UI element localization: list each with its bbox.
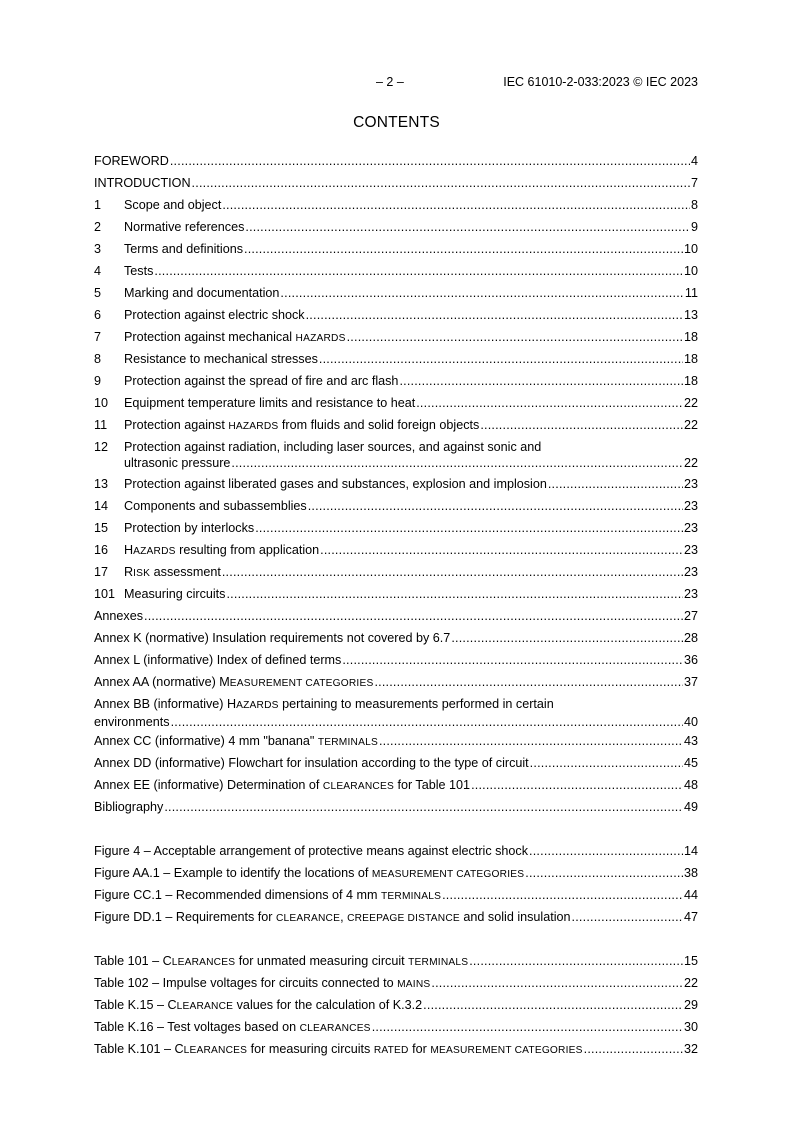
dot-leader [226,586,683,602]
page-number: 22 [683,396,698,410]
toc-entry-text [94,799,163,815]
entry-title-part: Annex BB (informative) H [94,697,237,711]
toc-entry[interactable] [94,476,698,492]
page-number: 18 [683,330,698,344]
page-number: 27 [683,609,698,623]
toc-entry-line [94,285,698,301]
toc-entry[interactable] [94,329,698,347]
section-number: 4 [94,264,102,278]
toc-entry-text [124,417,479,435]
toc-entry-first-line [94,696,698,714]
toc-entry-line [94,714,698,730]
dot-leader [320,542,683,558]
entry-title: Annex DD (informative) Flowchart for insulation according to the type of circuit [94,756,529,770]
toc-entry-line [94,175,698,191]
page-header [94,75,698,91]
toc-entry[interactable] [94,417,698,435]
defined-term: RATED [373,1045,409,1056]
entry-title-part: resulting from application [175,543,320,557]
toc-entry[interactable] [94,755,698,771]
page-number: 10 [683,264,698,278]
toc-entry-text [124,455,230,471]
entry-title: Components and subassemblies [124,499,307,513]
page-number: 44 [683,888,698,902]
page-number: 23 [683,587,698,601]
toc-entry-line [94,476,698,492]
toc-entry-line [94,542,698,560]
toc-entry-line [94,307,698,323]
page-number: 28 [683,631,698,645]
defined-term: TERMINALS [317,737,378,748]
page-number: 43 [683,734,698,748]
toc-entry[interactable] [94,219,698,235]
dot-leader [530,755,683,771]
toc-entry-line [94,153,698,169]
toc-entry-line [94,799,698,815]
defined-term: MAINS [397,979,431,990]
toc-entry[interactable] [94,175,698,191]
section-number: 101 [94,587,116,601]
toc-entry-text [124,285,279,301]
toc-entry-line [94,455,698,471]
entry-title: environments [94,715,170,729]
entry-title: Annex L (informative) Index of defined terms [94,653,342,667]
toc-entry[interactable] [94,887,698,905]
dot-leader [572,909,683,925]
toc-entry-text [94,975,430,993]
entry-title-part: Protection against [124,418,229,432]
dot-leader [245,219,690,235]
toc-entry[interactable] [94,498,698,514]
page-number: 49 [683,800,698,814]
defined-term: CREEPAGE DISTANCE [347,913,460,924]
defined-term: MEASUREMENT CATEGORIES [430,1045,583,1056]
entry-title-part: from fluids and solid foreign objects [278,418,480,432]
dot-leader [451,630,683,646]
toc-entry-text [124,498,307,514]
page-number: 10 [683,242,698,256]
toc-entry[interactable] [94,975,698,993]
entry-title-part: R [124,565,134,579]
defined-term: CLEARANCE [275,913,341,924]
toc-entry-line [94,608,698,624]
entry-title: Terms and definitions [124,242,244,256]
entry-title: Equipment temperature limits and resistance to heat [124,396,416,410]
toc-entry-line [94,630,698,646]
dot-leader [319,351,683,367]
dot-leader [154,263,683,279]
entry-title: Measuring circuits [124,587,226,601]
toc-entry-text [94,909,571,927]
entry-title-part: Table K.15 – C [94,998,177,1012]
entry-title: Bibliography [94,800,164,814]
page-number: 15 [683,954,698,968]
defined-term: TERMINALS [380,891,442,902]
entry-title: Protection against electric shock [124,308,305,322]
page-number-label: – 2 – [376,75,404,89]
entry-title: FOREWORD [94,154,169,168]
toc-entry[interactable] [94,439,698,471]
defined-term: MEASUREMENT CATEGORIES [371,869,525,880]
defined-term: EASUREMENT CATEGORIES [229,678,374,689]
page-number: 22 [683,976,698,990]
toc-entry-text [124,307,305,323]
entry-title-part: Annex AA (normative) M [94,675,230,689]
toc-entry[interactable] [94,799,698,815]
dot-leader [342,652,683,668]
entry-title-part: Table 101 – C [94,954,172,968]
toc-entry-line [94,351,698,367]
page-number: 47 [683,910,698,924]
toc-entry[interactable] [94,241,698,257]
toc-entry[interactable] [94,307,698,323]
defined-term: LEARANCES [183,1045,248,1056]
toc-entry-line [94,755,698,771]
page-number: 14 [683,844,698,858]
page-number: 23 [683,477,698,491]
entry-title-part: values for the calculation of K.3.2 [233,998,423,1012]
page-number: 40 [683,715,698,729]
section-number: 12 [94,440,109,454]
entry-title: Annex K (normative) Insulation requirements not covered by 6.7 [94,631,451,645]
page-number: 23 [683,565,698,579]
toc-entry-text [94,865,524,883]
page-number: 23 [683,499,698,513]
page-number: 23 [683,543,698,557]
toc-entry-text [94,953,468,971]
toc-entry-line [94,1019,698,1037]
toc-entry-text [124,395,415,411]
page-number: 38 [683,866,698,880]
toc-entry-line [94,498,698,514]
toc-entry[interactable] [94,1041,698,1059]
entry-title-part: Figure DD.1 – Requirements for [94,910,276,924]
toc-entry-text [94,887,441,905]
toc-entry-line [94,1041,698,1059]
entry-title-part: and solid insulation [459,910,571,924]
entry-title-part: for Table 101 [393,778,471,792]
defined-term: CLEARANCES [299,1023,371,1034]
toc-entry-line [94,909,698,927]
dot-leader [255,520,683,536]
contents-title: CONTENTS [353,114,440,131]
toc-entry-line [94,329,698,347]
section-number: 7 [94,330,102,344]
section-number: 10 [94,396,109,410]
toc-entry-first-line [94,439,698,455]
toc-entry[interactable] [94,542,698,560]
toc-entry-line [94,241,698,257]
toc-entry[interactable] [94,733,698,751]
section-number: 6 [94,308,102,322]
toc-entry-line [94,975,698,993]
toc-entry[interactable] [94,351,698,367]
page-number: 9 [690,220,698,234]
page-number: 36 [683,653,698,667]
toc-entry-line [94,417,698,435]
toc-entry[interactable] [94,777,698,795]
section-number: 3 [94,242,102,256]
toc-entry-line [94,887,698,905]
defined-term: LEARANCE [176,1001,234,1012]
defined-term: ISK [133,568,151,579]
toc-entry-text [124,564,221,582]
defined-term: HAZARDS [228,421,279,432]
page-number: 30 [683,1020,698,1034]
page-number: 32 [683,1042,698,1056]
dot-leader [471,777,683,793]
toc-entry[interactable] [94,909,698,927]
entry-title-part: , [340,910,348,924]
dot-leader [231,455,683,471]
toc-entry-line [94,843,698,859]
entry-title-part: Annex CC (informative) 4 mm "banana" [94,734,318,748]
section-number: 2 [94,220,102,234]
toc-entry-line [94,564,698,582]
toc-entry-text [94,175,191,191]
entry-title: Tests [124,264,154,278]
toc-entry[interactable] [94,153,698,169]
entry-title: Annexes [94,609,144,623]
toc-entry[interactable] [94,520,698,536]
entry-title-part: H [124,543,134,557]
toc-entry[interactable] [94,843,698,859]
toc-entry-text [94,777,470,795]
page-number: 22 [683,456,698,470]
toc-entry-line [94,652,698,668]
toc-entry-text [124,542,319,560]
toc-entry-text [94,1041,583,1059]
page-number: 7 [690,176,698,190]
page-number: 23 [683,521,698,535]
entry-title: Protection against liberated gases and substances, explosion and implosion [124,477,547,491]
section-number: 15 [94,521,109,535]
toc-entry[interactable] [94,696,698,730]
page-number: 18 [683,352,698,366]
dot-leader [306,307,683,323]
toc-entry-text [94,652,341,668]
toc-entry-text [124,263,153,279]
toc-entry[interactable] [94,586,698,602]
page-number: 4 [690,154,698,168]
dot-leader [584,1041,683,1057]
dot-leader [222,197,690,213]
toc-entry-line [94,373,698,389]
toc-entry-line [94,865,698,883]
section-number: 13 [94,477,109,491]
defined-term: LEARANCES [171,957,236,968]
dot-leader [379,733,683,749]
page-number: 11 [684,286,698,300]
toc-entry-text [94,997,422,1015]
toc-entry-text [94,1019,371,1037]
entry-title-part: Figure CC.1 – Recommended dimensions of 4 mm [94,888,381,902]
toc-entry-text [94,630,450,646]
toc-entry-line [94,520,698,536]
dot-leader [372,1019,683,1035]
section-number: 17 [94,565,109,579]
toc-entry-text [124,241,243,257]
entry-title: Protection by interlocks [124,521,255,535]
toc-entry-text [94,608,143,624]
entry-title-part: Protection against radiation, including laser sources, and against sonic and [124,440,542,454]
dot-leader [280,285,684,301]
toc-entry-line [94,953,698,971]
toc-entry-text [124,520,254,536]
toc-entry-text [94,733,378,751]
toc-entry-line [94,395,698,411]
defined-term: AZARDS [236,700,279,711]
dot-leader [416,395,683,411]
entry-title: Resistance to mechanical stresses [124,352,318,366]
page-number: 37 [683,675,698,689]
page-number: 29 [683,998,698,1012]
toc-entry-text [124,476,547,492]
section-number: 5 [94,286,102,300]
entry-title-part: for unmated measuring circuit [235,954,409,968]
entry-title-part: Protection against mechanical [124,330,296,344]
defined-term: AZARDS [133,546,176,557]
entry-title-part: Table K.16 – Test voltages based on [94,1020,300,1034]
toc-entry[interactable] [94,373,698,389]
toc-entry[interactable] [94,564,698,582]
dot-leader [442,887,683,903]
toc-entry-line [94,263,698,279]
toc-entry[interactable] [94,997,698,1015]
dot-leader [170,153,690,169]
toc-entry-text [94,153,169,169]
toc-entry-text [124,586,225,602]
dot-leader [347,329,683,345]
toc-entry-text [94,843,528,859]
dot-leader [192,175,690,191]
toc-entry[interactable] [94,652,698,668]
section-number: 9 [94,374,102,388]
toc-entry[interactable] [94,630,698,646]
dot-leader [399,373,683,389]
section-number: 8 [94,352,102,366]
toc-entry-text [94,755,529,771]
dot-leader [548,476,683,492]
toc-entry-text [124,197,221,213]
toc-entry[interactable] [94,1019,698,1037]
dot-leader [529,843,683,859]
toc-entry[interactable] [94,608,698,624]
entry-title: Scope and object [124,198,222,212]
defined-term: HAZARDS [295,333,346,344]
section-number: 1 [94,198,102,212]
entry-title-part: for measuring circuits [247,1042,374,1056]
page-number: 48 [683,778,698,792]
dot-leader [374,674,683,690]
dot-leader [423,997,683,1013]
dot-leader [164,799,683,815]
page-number: 13 [683,308,698,322]
dot-leader [144,608,683,624]
page-number: 18 [683,374,698,388]
entry-title: Marking and documentation [124,286,280,300]
defined-term: CLEARANCES [322,781,394,792]
toc-entry-text [124,351,318,367]
entry-title: ultrasonic pressure [124,456,231,470]
dot-leader [480,417,683,433]
section-number: 11 [94,418,108,432]
entry-title: Figure 4 – Acceptable arrangement of protective means against electric shock [94,844,529,858]
entry-title-part: Annex EE (informative) Determination of [94,778,323,792]
toc-entry-line [94,674,698,692]
page-number: 8 [690,198,698,212]
entry-title-part: pertaining to measurements performed in certain [278,697,554,711]
page-number: 22 [683,418,698,432]
dot-leader [308,498,683,514]
entry-title-part: Figure AA.1 – Example to identify the locations of [94,866,372,880]
toc-entry-text [124,329,346,347]
toc-entry[interactable] [94,865,698,883]
dot-leader [244,241,683,257]
dot-leader [525,865,683,881]
toc-entry[interactable] [94,395,698,411]
toc-entry[interactable] [94,263,698,279]
toc-entry-text [94,674,373,692]
entry-title-part: Table K.101 – C [94,1042,184,1056]
toc-entry[interactable] [94,285,698,301]
toc-entry-text [94,714,170,730]
entry-title: INTRODUCTION [94,176,191,190]
page-number: 45 [683,756,698,770]
toc-entry[interactable] [94,674,698,692]
entry-title-part: for [408,1042,431,1056]
toc-entry-line [94,997,698,1015]
entry-title: Normative references [124,220,245,234]
entry-title-part: assessment [150,565,221,579]
defined-term: TERMINALS [408,957,469,968]
toc-entry-line [94,733,698,751]
entry-title-part: Table 102 – Impulse voltages for circuits connected to [94,976,398,990]
toc-entry[interactable] [94,197,698,213]
toc-entry-text [124,373,398,389]
section-number: 14 [94,499,109,513]
toc-entry[interactable] [94,953,698,971]
toc-entry-text [124,219,244,235]
entry-title: Protection against the spread of fire and arc flash [124,374,399,388]
toc-entry-line [94,219,698,235]
toc-entry-line [94,586,698,602]
toc-entry-line [94,197,698,213]
dot-leader [222,564,683,580]
dot-leader [431,975,683,991]
dot-leader [469,953,683,969]
toc-entry-line [94,777,698,795]
section-number: 16 [94,543,109,557]
standard-identifier: IEC 61010-2-033:2023 © IEC 2023 [503,75,698,89]
dot-leader [171,714,683,730]
